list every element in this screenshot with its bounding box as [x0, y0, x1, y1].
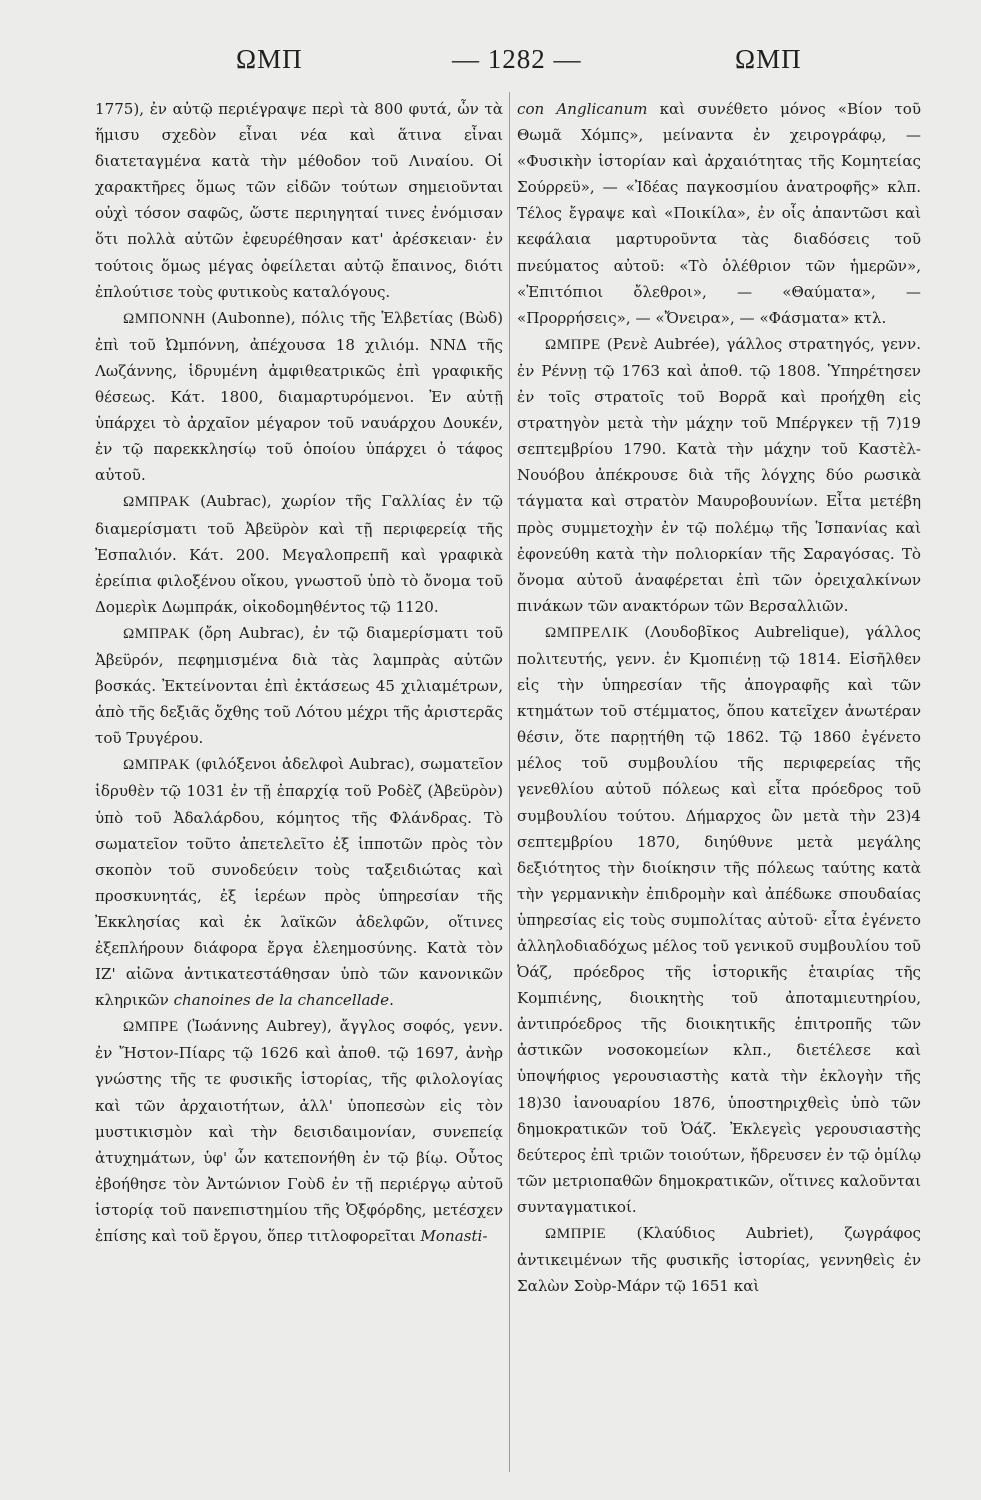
entry-lemma: ΩΜΠΡΕ: [123, 1019, 179, 1036]
header-left-keyword: ΩΜΠ: [236, 44, 303, 74]
entry-aubrey: ΩΜΠΡΕ (Ἰωάννης Aubrey), ἄγγλος σοφός, γενν. ἐν Ἤστον-Πίαρς τῷ 1626 καὶ ἀποθ. τῷ 1697, ἀνὴρ γνώστης τῆς τε φυσικῆς ἱστορίας, τῆς φιλολογίας καὶ τῶν ἀρχαιοτήτων, ἀλλ' ὑποπεσὼν εἰς τὸν μυστικισμὸν καὶ τὴν δεισιδαιμονίαν, συνεπείᾳ ἀτυχημάτων, ὑφ' ὧν κατεπονήθη ἐν τῷ βίῳ. Οὗτος ἐβοήθησε τὸν Ἀντώνιον Γοὺδ ἐν τῇ περιέργῳ αὐτοῦ ἱστορίᾳ τοῦ πανεπιστημίου τῆς Ὀξφόρδης, μετέσχεν ἐπίσης καὶ τοῦ ἔργου, ὅπερ τιτλοφορεῖται Monasti-: [95, 1017, 503, 1246]
entry-aubree: ΩΜΠΡΕ (Ρενὲ Aubrée), γάλλος στρατηγός, γενν. ἐν Ρέννῃ τῷ 1763 καὶ ἀποθ. τῷ 1808. Ὑπηρέτησεν ἐν τοῖς στρατοῖς τοῦ Βορρᾶ καὶ προήχθη εἰς στρατηγὸν μετὰ τὴν μάχην τοῦ Μπέργκεν τῇ 7)19 σεπτεμβρίου 1790. Κατὰ τὴν μάχην τοῦ Καστὲλ-Νουόβου ἀπέκρουσε διὰ τῆς λόγχης δύο ρωσικὰ τάγματα καὶ στρατὸν Μαυροβουνίων. Εἶτα μετέβη πρὸς συμμετοχὴν ἐν τῷ πολέμῳ τῆς Ἱσπανίας καὶ ἐφονεύθη κατὰ τὴν πολιορκίαν τῆς Σαραγόσας. Τὸ ὄνομα αὐτοῦ ἀναφέρεται ἐπὶ τῶν ὀρειχαλκίνων πινάκων τῶν ανακτόρων τῶν Βερσαλλιῶν.: [517, 334, 921, 615]
entry-lemma: ΩΜΠΡΙΕ: [545, 1226, 607, 1243]
entry-aubonne: ΩΜΠΟΝΝΗ (Aubonne), πόλις τῆς Ἑλβετίας (Βὼδ) ἐπὶ τοῦ Ὠμπόννη, ἀπέχουσα 18 χιλιόμ. ΝΝΔ τῆς Λωζάννης, ἱδρυμένη ἀμφιθεατρικῶς ἐπὶ γραφικῆς θέσεως. Κάτ. 1800, διαμαρτυρόμενοι. Ἐν αὐτῇ ὑπάρχει τὸ ἀρχαῖον μέγαρον τοῦ ναυάρχου Δουκέν, ἐν τῷ παρεκκλησίῳ τοῦ ὁποίου ὑπάρχει ὁ τάφος αὐτοῦ.: [95, 308, 503, 485]
left-column: [95, 96, 503, 1466]
entry-lemma: ΩΜΠΡΕ: [545, 336, 601, 353]
entry-lemma: ΩΜΠΡΕΛΙΚ: [545, 624, 630, 641]
page-header: [0, 44, 981, 84]
entry-lemma: ΩΜΠΡΑΚ: [123, 757, 191, 774]
entry-lemma: ΩΜΠΡΑΚ: [123, 625, 191, 642]
entry-lemma: ΩΜΠΡΑΚ: [123, 494, 191, 511]
entry-continuation: 1775), ἐν αὐτῷ περιέγραψε περὶ τὰ 800 φυτά, ὧν τὰ ἥμισυ σχεδὸν εἶναι νέα καὶ ἅτινα εἶναι διατεταγμένα κατὰ τὴν μέθοδον τοῦ Λιναίου. Οἱ χαρακτῆρες ὅμως τῶν εἰδῶν τούτων σημειοῦνται οὐχὶ τόσον σαφῶς, ὥστε περιηγηταί τινες ἐνόμισαν ὅτι πολλὰ αὐτῶν ἐφευρέθησαν κατ' ἀρέσκειαν· ἐν τούτοις ὅμως μέγας ὀφείλεται αὐτῷ ἔπαινος, διότι ἐπλούτισε τοὺς φυτικοὺς καταλόγους.: [95, 100, 503, 301]
column-divider: [509, 92, 510, 1472]
page-number: — 1282 —: [452, 44, 582, 74]
header-right-keyword: ΩΜΠ: [735, 44, 802, 74]
entry-aubrelique: ΩΜΠΡΕΛΙΚ (Λουδοβῖκος Aubrelique), γάλλος πολιτευτής, γενν. ἐν Κμοπιένῃ τῷ 1814. Εἰσῆλθεν εἰς τὴν ὑπηρεσίαν τῆς ἀπογραφῆς καὶ τῶν κτημάτων τοῦ στέμματος, ὅπου κατεῖχεν ἀνωτέραν θέσιν, ὅτε παρῃτήθη τῷ 1862. Τῷ 1860 ἐγένετο μέλος τοῦ συμβουλίου τῆς περιφερείας τῆς γενεθλίου αὐτοῦ πόλεως καὶ εἶτα πρόεδρος τοῦ συμβουλίου τούτου. Δήμαρχος ὢν μετὰ τὴν 23)4 σεπτεμβρίου 1870, διηύθυνε μετὰ μεγάλης δεξιότητος τὴν διοίκησιν τῆς πόλεως ταύτης κατὰ τὴν γερμανικὴν ἐπιδρομὴν καὶ ἀπέδωκε σπουδαίας ὑπηρεσίας εἰς τοὺς συμπολίτας αὐτοῦ· εἶτα ἐγένετο ἀλληλοδιαδόχως μέλος τοῦ γενικοῦ συμβουλίου τοῦ Ὀάζ, πρόεδρος τῆς ἱστορικῆς ἑταιρίας τῆς Κομπιένης, διοικητὴς τοῦ ἀποταμιευτηρίου, ἀντιπρόεδρος τῆς διοικητικῆς ἐπιτροπῆς τῶν ἀστικῶν νοσοκομείων κλπ., διετέλεσε καὶ ὑποψήφιος γερουσιαστὴς κατὰ τὴν ἐκλογὴν τῆς 18)30 ἰανουαρίου 1876, ὑποστηριχθεὶς ὑπὸ τῶν δημοκρατικῶν τοῦ Ὀάζ. Ἐκλεγεὶς γερουσιαστὴς δεύτερος ἐπὶ τριῶν τοιούτων, ἤδρευσεν ἐν τῷ ὁμίλῳ τῶν μετριοπαθῶν δημοκρατικῶν, οἵτινες καλοῦνται συνταγματικοί.: [517, 622, 921, 1216]
entry-continuation: con Anglicanum καὶ συνέθετο μόνος «Βίον τοῦ Θωμᾶ Χόμπς», μείναντα ἐν χειρογράφῳ, — «Φυσικὴν ἱστορίαν καὶ ἀρχαιότητας τῆς Κομητείας Σούρρεϋ», — «Ἰδέας παγκοσμίου ἀνατροφῆς» κλπ. Τέλος ἔγραψε καὶ «Ποικίλα», ἐν οἷς ἀπαντῶσι καὶ κεφάλαια μαρτυροῦντα τὰς διαδόσεις τοῦ πνεύματος αὐτοῦ: «Τὸ ὀλέθριον τῶν ἡμερῶν», «Ἐπιτόπιοι ὄλεθροι», — «Θαύματα», — «Προρρήσεις», — «Ὄνειρα», — «Φάσματα» κτλ.: [517, 100, 921, 327]
entry-aubriet: ΩΜΠΡΙΕ (Κλαύδιος Aubriet), ζωγράφος ἀντικειμένων τῆς φυσικῆς ἱστορίας, γεννηθεὶς ἐν Σαλὼν Σοὺρ-Μάρν τῷ 1651 καὶ: [517, 1224, 921, 1296]
right-column: [517, 96, 921, 1466]
entry-aubrac-village: ΩΜΠΡΑΚ (Aubrac), χωρίον τῆς Γαλλίας ἐν τῷ διαμερίσματι τοῦ Ἀβεϋρὸν καὶ τῇ περιφερείᾳ τῆς Ἐσπαλιόν. Κάτ. 200. Μεγαλοπρεπῆ καὶ γραφικὰ ἐρείπια φιλοξένου οἴκου, γνωστοῦ ὑπὸ τὸ ὄνομα τοῦ Δομερὶκ Δωμπράκ, οἰκοδομηθέντος τῷ 1120.: [95, 492, 503, 616]
entry-aubrac-brothers: ΩΜΠΡΑΚ (φιλόξενοι ἀδελφοὶ Aubrac), σωματεῖον ἱδρυθὲν τῷ 1031 ἐν τῇ ἐπαρχίᾳ τοῦ Ροδὲζ (Ἀβεϋρὸν) ὑπὸ τοῦ Ἀδαλάρδου, κόμητος τῆς Φλάνδρας. Τὸ σωματεῖον τοῦτο ἀπετελεῖτο ἐξ ἱπποτῶν πρὸς τὸν σκοπὸν τοῦ συνοδεύειν τοὺς ταξειδιώτας καὶ προσκυνητάς, ἐξ ἱερέων πρὸς ὑπηρεσίαν τῆς Ἐκκλησίας καὶ ἐκ λαϊκῶν ἀδελφῶν, οἵτινες ἐξεπλήρουν διάφορα ἔργα ἐλεημοσύνης. Κατὰ τὸν ΙΖ' αἰῶνα ἀντικατεστάθησαν ὑπὸ τῶν κανονικῶν κληρικῶν chanoines de la chancellade.: [95, 755, 503, 1010]
entry-lemma: ΩΜΠΟΝΝΗ: [123, 310, 206, 327]
entry-aubrac-mountains: ΩΜΠΡΑΚ (ὄρη Aubrac), ἐν τῷ διαμερίσματι τοῦ Ἀβεϋρόν, πεφημισμένα διὰ τὰς λαμπρὰς αὐτῶν βοσκάς. Ἐκτείνονται ἐπὶ ἐκτάσεως 45 χιλιαμέτρων, ἀπὸ τῆς δεξιᾶς ὄχθης τοῦ Λότου μέχρι τῆς ἀριστερᾶς τοῦ Τρυγέρου.: [95, 623, 503, 748]
